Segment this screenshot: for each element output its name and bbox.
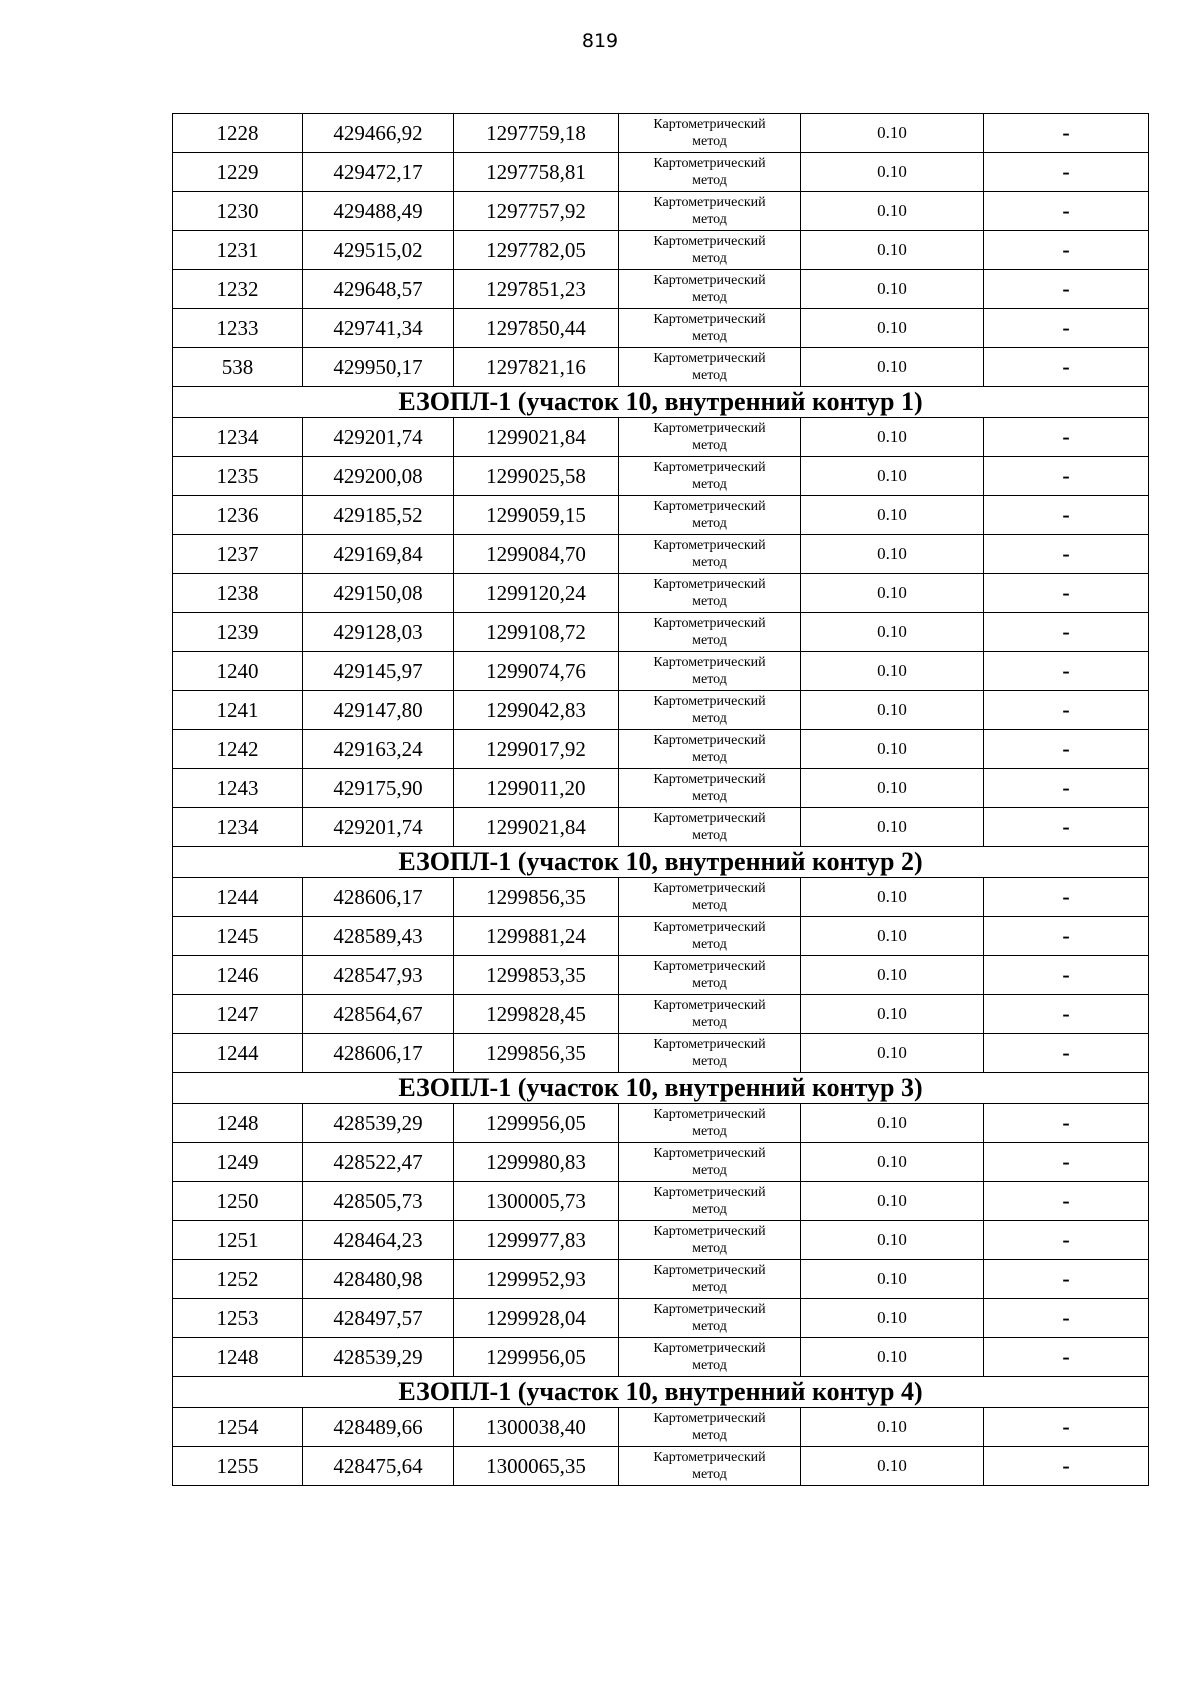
note-cell: - [984,1034,1149,1073]
point-number-cell: 1252 [173,1260,303,1299]
error-cell: 0.10 [801,153,984,192]
error-cell: 0.10 [801,652,984,691]
x-coordinate-cell: 428547,93 [303,956,454,995]
y-coordinate-cell: 1299025,58 [454,457,619,496]
method-cell [619,1299,801,1338]
note-cell: - [984,730,1149,769]
method-cell [619,418,801,457]
note-cell: - [984,995,1149,1034]
x-coordinate-cell: 429163,24 [303,730,454,769]
x-coordinate-cell: 428564,67 [303,995,454,1034]
table-row [173,769,1149,808]
coordinates-table [172,113,1149,1486]
method-line-1: Картометрический [653,351,766,366]
table-row [173,1299,1149,1338]
table-row [173,1104,1149,1143]
y-coordinate-cell: 1300038,40 [454,1408,619,1447]
table-row [173,878,1149,917]
point-number-cell: 1232 [173,270,303,309]
y-coordinate-cell: 1299956,05 [454,1338,619,1377]
note-cell: - [984,348,1149,387]
y-coordinate-cell: 1299059,15 [454,496,619,535]
error-cell: 0.10 [801,535,984,574]
error-cell: 0.10 [801,878,984,917]
point-number-cell: 1244 [173,1034,303,1073]
point-number-cell: 1240 [173,652,303,691]
method-cell [619,1408,801,1447]
point-number-cell: 1234 [173,808,303,847]
table-row [173,1221,1149,1260]
point-number-cell: 1250 [173,1182,303,1221]
method-line-2: метод [692,633,727,648]
method-cell [619,496,801,535]
point-number-cell: 1254 [173,1408,303,1447]
table-row [173,1182,1149,1221]
method-line-1: Картометрический [653,920,766,935]
note-cell: - [984,457,1149,496]
note-cell: - [984,1338,1149,1377]
table-row [173,153,1149,192]
note-cell: - [984,535,1149,574]
section-title: ЕЗОПЛ-1 (участок 10, внутренний контур 1) [173,387,1149,418]
method-cell [619,348,801,387]
y-coordinate-cell: 1299853,35 [454,956,619,995]
x-coordinate-cell: 428475,64 [303,1447,454,1486]
error-cell: 0.10 [801,114,984,153]
table-row [173,808,1149,847]
method-cell [619,1182,801,1221]
method-line-2: метод [692,1428,727,1443]
error-cell: 0.10 [801,309,984,348]
method-line-2: метод [692,828,727,843]
method-line-1: Картометрический [653,1411,766,1426]
method-cell [619,1447,801,1486]
method-line-2: метод [692,1358,727,1373]
x-coordinate-cell: 429169,84 [303,535,454,574]
error-cell: 0.10 [801,613,984,652]
method-line-1: Картометрический [653,772,766,787]
point-number-cell: 1241 [173,691,303,730]
method-line-1: Картометрический [653,1450,766,1465]
method-cell [619,457,801,496]
method-cell [619,1034,801,1073]
note-cell: - [984,1447,1149,1486]
note-cell: - [984,1143,1149,1182]
x-coordinate-cell: 429185,52 [303,496,454,535]
table-row [173,613,1149,652]
x-coordinate-cell: 429147,80 [303,691,454,730]
method-line-2: метод [692,1202,727,1217]
method-cell [619,231,801,270]
method-cell [619,1221,801,1260]
error-cell: 0.10 [801,496,984,535]
method-line-2: метод [692,555,727,570]
table-row [173,917,1149,956]
section-title: ЕЗОПЛ-1 (участок 10, внутренний контур 4) [173,1377,1149,1408]
x-coordinate-cell: 428464,23 [303,1221,454,1260]
table-row [173,418,1149,457]
x-coordinate-cell: 429741,34 [303,309,454,348]
note-cell: - [984,496,1149,535]
y-coordinate-cell: 1299856,35 [454,1034,619,1073]
point-number-cell: 1229 [173,153,303,192]
section-header-row [173,1073,1149,1104]
method-line-2: метод [692,438,727,453]
y-coordinate-cell: 1299881,24 [454,917,619,956]
method-line-1: Картометрический [653,616,766,631]
table-row [173,192,1149,231]
error-cell: 0.10 [801,917,984,956]
y-coordinate-cell: 1300065,35 [454,1447,619,1486]
point-number-cell: 1243 [173,769,303,808]
point-number-cell: 1251 [173,1221,303,1260]
y-coordinate-cell: 1299084,70 [454,535,619,574]
point-number-cell: 1244 [173,878,303,917]
point-number-cell: 1245 [173,917,303,956]
x-coordinate-cell: 428539,29 [303,1338,454,1377]
method-cell [619,808,801,847]
method-line-2: метод [692,368,727,383]
point-number-cell: 1246 [173,956,303,995]
method-line-2: метод [692,594,727,609]
y-coordinate-cell: 1299856,35 [454,878,619,917]
table-row [173,1338,1149,1377]
note-cell: - [984,1260,1149,1299]
x-coordinate-cell: 429128,03 [303,613,454,652]
note-cell: - [984,652,1149,691]
method-line-1: Картометрический [653,655,766,670]
error-cell: 0.10 [801,231,984,270]
note-cell: - [984,1104,1149,1143]
y-coordinate-cell: 1297757,92 [454,192,619,231]
note-cell: - [984,418,1149,457]
x-coordinate-cell: 429472,17 [303,153,454,192]
method-line-1: Картометрический [653,959,766,974]
table-row [173,496,1149,535]
method-line-1: Картометрический [653,421,766,436]
method-line-1: Картометрический [653,234,766,249]
point-number-cell: 1230 [173,192,303,231]
x-coordinate-cell: 428606,17 [303,1034,454,1073]
x-coordinate-cell: 428522,47 [303,1143,454,1182]
y-coordinate-cell: 1299977,83 [454,1221,619,1260]
note-cell: - [984,192,1149,231]
method-cell [619,114,801,153]
x-coordinate-cell: 429150,08 [303,574,454,613]
y-coordinate-cell: 1299108,72 [454,613,619,652]
table-row [173,1447,1149,1486]
point-number-cell: 1234 [173,418,303,457]
method-cell [619,1104,801,1143]
method-line-2: метод [692,1467,727,1482]
point-number-cell: 1228 [173,114,303,153]
method-line-2: метод [692,477,727,492]
method-cell [619,995,801,1034]
error-cell: 0.10 [801,1104,984,1143]
method-line-2: метод [692,1054,727,1069]
method-line-1: Картометрический [653,1107,766,1122]
y-coordinate-cell: 1300005,73 [454,1182,619,1221]
page-number: 819 [581,30,619,52]
y-coordinate-cell: 1297782,05 [454,231,619,270]
y-coordinate-cell: 1299017,92 [454,730,619,769]
point-number-cell: 1253 [173,1299,303,1338]
x-coordinate-cell: 429200,08 [303,457,454,496]
y-coordinate-cell: 1299021,84 [454,808,619,847]
method-cell [619,270,801,309]
note-cell: - [984,114,1149,153]
note-cell: - [984,956,1149,995]
method-line-2: метод [692,251,727,266]
note-cell: - [984,574,1149,613]
method-line-2: метод [692,672,727,687]
point-number-cell: 1248 [173,1104,303,1143]
error-cell: 0.10 [801,1143,984,1182]
method-line-1: Картометрический [653,811,766,826]
method-line-1: Картометрический [653,1146,766,1161]
x-coordinate-cell: 429201,74 [303,808,454,847]
section-header-row [173,387,1149,418]
method-line-1: Картометрический [653,117,766,132]
error-cell: 0.10 [801,1299,984,1338]
error-cell: 0.10 [801,691,984,730]
y-coordinate-cell: 1299980,83 [454,1143,619,1182]
table-row [173,691,1149,730]
method-cell [619,535,801,574]
table-row [173,1143,1149,1182]
method-line-1: Картометрический [653,460,766,475]
method-line-1: Картометрический [653,156,766,171]
note-cell: - [984,153,1149,192]
x-coordinate-cell: 429201,74 [303,418,454,457]
error-cell: 0.10 [801,1260,984,1299]
x-coordinate-cell: 429145,97 [303,652,454,691]
method-line-1: Картометрический [653,998,766,1013]
section-header-row [173,1377,1149,1408]
error-cell: 0.10 [801,1182,984,1221]
section-title: ЕЗОПЛ-1 (участок 10, внутренний контур 3) [173,1073,1149,1104]
method-cell [619,309,801,348]
note-cell: - [984,808,1149,847]
method-line-1: Картометрический [653,1263,766,1278]
table-row [173,270,1149,309]
table-row [173,995,1149,1034]
y-coordinate-cell: 1299928,04 [454,1299,619,1338]
point-number-cell: 1249 [173,1143,303,1182]
method-line-2: метод [692,212,727,227]
method-cell [619,917,801,956]
table-row [173,730,1149,769]
x-coordinate-cell: 429950,17 [303,348,454,387]
point-number-cell: 1242 [173,730,303,769]
method-line-1: Картометрический [653,195,766,210]
error-cell: 0.10 [801,1447,984,1486]
method-line-2: метод [692,516,727,531]
note-cell: - [984,231,1149,270]
error-cell: 0.10 [801,348,984,387]
method-line-2: метод [692,1241,727,1256]
method-line-1: Картометрический [653,1185,766,1200]
table-body [173,114,1149,1486]
method-cell [619,652,801,691]
point-number-cell: 1231 [173,231,303,270]
table-row [173,574,1149,613]
y-coordinate-cell: 1299011,20 [454,769,619,808]
method-line-2: метод [692,1280,727,1295]
method-cell [619,956,801,995]
y-coordinate-cell: 1299074,76 [454,652,619,691]
note-cell: - [984,613,1149,652]
x-coordinate-cell: 428589,43 [303,917,454,956]
y-coordinate-cell: 1297821,16 [454,348,619,387]
note-cell: - [984,1408,1149,1447]
point-number-cell: 1237 [173,535,303,574]
x-coordinate-cell: 429488,49 [303,192,454,231]
method-cell [619,192,801,231]
method-cell [619,574,801,613]
x-coordinate-cell: 429515,02 [303,231,454,270]
table-row [173,652,1149,691]
method-line-2: метод [692,329,727,344]
error-cell: 0.10 [801,1408,984,1447]
method-cell [619,1143,801,1182]
table-row [173,1034,1149,1073]
method-line-2: метод [692,173,727,188]
method-line-1: Картометрический [653,273,766,288]
method-line-2: метод [692,290,727,305]
error-cell: 0.10 [801,995,984,1034]
section-title: ЕЗОПЛ-1 (участок 10, внутренний контур 2) [173,847,1149,878]
x-coordinate-cell: 429175,90 [303,769,454,808]
y-coordinate-cell: 1297758,81 [454,153,619,192]
error-cell: 0.10 [801,730,984,769]
method-line-2: метод [692,711,727,726]
point-number-cell: 538 [173,348,303,387]
point-number-cell: 1236 [173,496,303,535]
point-number-cell: 1247 [173,995,303,1034]
method-line-2: метод [692,1124,727,1139]
table-row [173,535,1149,574]
error-cell: 0.10 [801,192,984,231]
y-coordinate-cell: 1299956,05 [454,1104,619,1143]
method-line-1: Картометрический [653,881,766,896]
note-cell: - [984,917,1149,956]
method-cell [619,613,801,652]
method-cell [619,878,801,917]
table-row [173,457,1149,496]
error-cell: 0.10 [801,418,984,457]
table-row [173,956,1149,995]
error-cell: 0.10 [801,574,984,613]
table-row [173,1408,1149,1447]
y-coordinate-cell: 1299952,93 [454,1260,619,1299]
note-cell: - [984,1182,1149,1221]
y-coordinate-cell: 1297759,18 [454,114,619,153]
point-number-cell: 1248 [173,1338,303,1377]
error-cell: 0.10 [801,1221,984,1260]
table-row [173,114,1149,153]
method-line-2: метод [692,937,727,952]
point-number-cell: 1255 [173,1447,303,1486]
method-line-2: метод [692,134,727,149]
table-row [173,1260,1149,1299]
method-cell [619,153,801,192]
method-line-1: Картометрический [653,1037,766,1052]
method-cell [619,1260,801,1299]
method-line-2: метод [692,1015,727,1030]
error-cell: 0.10 [801,270,984,309]
method-line-2: метод [692,1163,727,1178]
table-row [173,348,1149,387]
error-cell: 0.10 [801,956,984,995]
y-coordinate-cell: 1299042,83 [454,691,619,730]
y-coordinate-cell: 1299120,24 [454,574,619,613]
y-coordinate-cell: 1299828,45 [454,995,619,1034]
method-cell [619,691,801,730]
point-number-cell: 1238 [173,574,303,613]
error-cell: 0.10 [801,457,984,496]
point-number-cell: 1233 [173,309,303,348]
method-line-1: Картометрический [653,733,766,748]
y-coordinate-cell: 1299021,84 [454,418,619,457]
section-header-row [173,847,1149,878]
point-number-cell: 1235 [173,457,303,496]
x-coordinate-cell: 429466,92 [303,114,454,153]
method-line-1: Картометрический [653,1224,766,1239]
method-cell [619,1338,801,1377]
x-coordinate-cell: 429648,57 [303,270,454,309]
x-coordinate-cell: 428539,29 [303,1104,454,1143]
error-cell: 0.10 [801,769,984,808]
x-coordinate-cell: 428489,66 [303,1408,454,1447]
method-line-1: Картометрический [653,1302,766,1317]
x-coordinate-cell: 428480,98 [303,1260,454,1299]
error-cell: 0.10 [801,808,984,847]
method-line-1: Картометрический [653,538,766,553]
method-cell [619,769,801,808]
point-number-cell: 1239 [173,613,303,652]
note-cell: - [984,270,1149,309]
note-cell: - [984,1221,1149,1260]
y-coordinate-cell: 1297850,44 [454,309,619,348]
note-cell: - [984,691,1149,730]
error-cell: 0.10 [801,1034,984,1073]
method-line-2: метод [692,789,727,804]
note-cell: - [984,1299,1149,1338]
y-coordinate-cell: 1297851,23 [454,270,619,309]
method-line-1: Картометрический [653,312,766,327]
method-line-1: Картометрический [653,1341,766,1356]
x-coordinate-cell: 428606,17 [303,878,454,917]
table-row [173,231,1149,270]
method-line-2: метод [692,898,727,913]
note-cell: - [984,309,1149,348]
method-line-2: метод [692,750,727,765]
method-line-2: метод [692,1319,727,1334]
method-line-1: Картометрический [653,577,766,592]
error-cell: 0.10 [801,1338,984,1377]
method-cell [619,730,801,769]
note-cell: - [984,878,1149,917]
method-line-1: Картометрический [653,499,766,514]
note-cell: - [984,769,1149,808]
method-line-1: Картометрический [653,694,766,709]
method-line-2: метод [692,976,727,991]
table-row [173,309,1149,348]
x-coordinate-cell: 428497,57 [303,1299,454,1338]
x-coordinate-cell: 428505,73 [303,1182,454,1221]
